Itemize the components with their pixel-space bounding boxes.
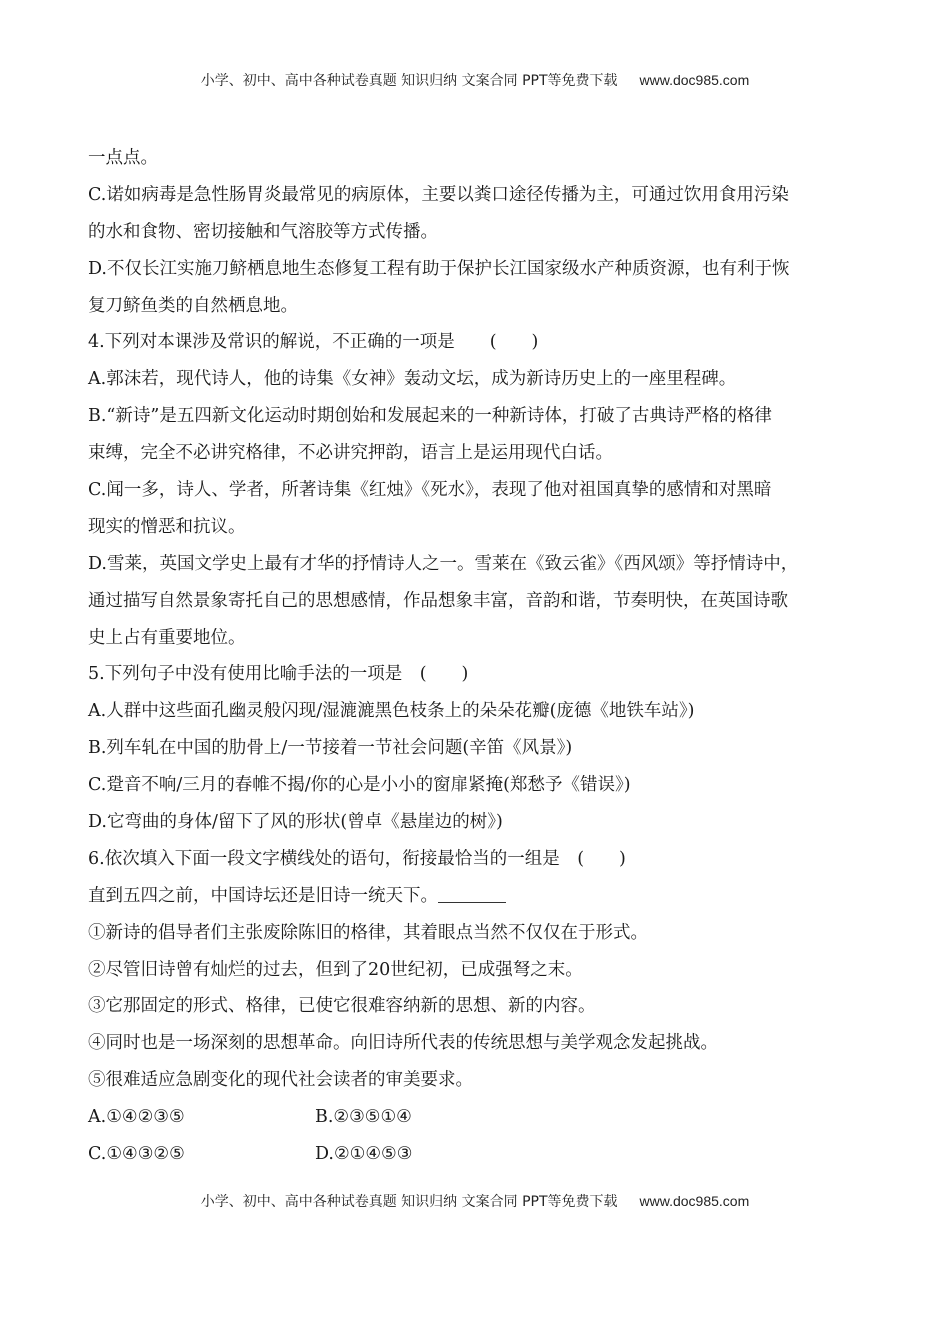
text-line: 通过描写自然景象寄托自己的思想感情，作品想象丰富，音韵和谐，节奏明快，在英国诗歌	[88, 590, 788, 611]
question-6-stem: 6.依次填入下面一段文字横线处的语句，衔接最恰当的一组是 ( )	[88, 848, 626, 869]
option-c: C.①④③②⑤	[88, 1144, 185, 1165]
text-line: B.列车轧在中国的肋骨上/一节接着一节社会问题(辛笛《风景》)	[88, 738, 573, 759]
text-line: 史上占有重要地位。	[88, 627, 246, 648]
text-line: C.闻一多，诗人、学者，所著诗集《红烛》《死水》，表现了他对祖国真挚的感情和对黑暗	[88, 480, 772, 501]
text-line: B.“新诗”是五四新文化运动时期创始和发展起来的一种新诗体，打破了古典诗严格的格律	[88, 406, 772, 427]
footer-url[interactable]: www.doc985.com	[639, 1193, 750, 1209]
options-row	[88, 1136, 878, 1173]
text-line: ①新诗的倡导者们主张废除陈旧的格律，其着眼点当然不仅仅在于形式。	[88, 922, 648, 943]
question-5-stem: 5.下列句子中没有使用比喻手法的一项是 ( )	[88, 664, 469, 685]
fill-in-text: 直到五四之前，中国诗坛还是旧诗一统天下。	[88, 885, 438, 906]
text-line: ③它那固定的形式、格律，已使它很难容纳新的思想、新的内容。	[88, 996, 596, 1017]
text-line: ⑤很难适应急剧变化的现代社会读者的审美要求。	[88, 1070, 473, 1091]
text-line: 束缚，完全不必讲究格律，不必讲究押韵，语言上是运用现代白话。	[88, 443, 613, 464]
question-4-stem: 4.下列对本课涉及常识的解说，不正确的一项是 ( )	[88, 332, 539, 353]
option-b: B.②③⑤①④	[315, 1107, 412, 1128]
footer-text: 小学、初中、高中各种试卷真题 知识归纳 文案合同 PPT等免费下载	[200, 1194, 618, 1210]
fill-in-line	[88, 878, 878, 915]
option-d: D.②①④⑤③	[315, 1144, 413, 1165]
text-line: C.诺如病毒是急性肠胃炎最常见的病原体，主要以粪口途径传播为主，可通过饮用食用污染	[88, 184, 789, 205]
text-line: 的水和食物、密切接触和气溶胶等方式传播。	[88, 221, 438, 242]
option-a: A.①④②③⑤	[88, 1107, 185, 1128]
text-line: D.它弯曲的身体/留下了风的形状(曾卓《悬崖边的树》)	[88, 812, 503, 833]
text-line: D.雪莱，英国文学史上最有才华的抒情诗人之一。雪莱在《致云雀》《西风颂》等抒情诗中，	[88, 553, 799, 574]
text-line: ④同时也是一场深刻的思想革命。向旧诗所代表的传统思想与美学观念发起挑战。	[88, 1033, 718, 1054]
header-text: 小学、初中、高中各种试卷真题 知识归纳 文案合同 PPT等免费下载	[200, 73, 618, 89]
header-url[interactable]: www.doc985.com	[639, 72, 750, 88]
options-row	[88, 1099, 878, 1136]
page-footer	[0, 1191, 950, 1211]
answer-blank	[438, 884, 506, 903]
text-line: A.人群中这些面孔幽灵般闪现/湿漉漉黑色枝条上的朵朵花瓣(庞德《地铁车站》)	[88, 701, 695, 722]
text-line: D.不仅长江实施刀鲚栖息地生态修复工程有助于保护长江国家级水产种质资源，也有利于恢	[88, 258, 790, 279]
text-line: ②尽管旧诗曾有灿烂的过去，但到了20世纪初，已成强弩之末。	[88, 959, 583, 980]
text-line: A.郭沫若，现代诗人，他的诗集《女神》轰动文坛，成为新诗历史上的一座里程碑。	[88, 369, 737, 390]
text-line: C.跫音不响/三月的春帷不揭/你的心是小小的窗扉紧掩(郑愁予《错误》)	[88, 775, 631, 796]
text-line: 复刀鲚鱼类的自然栖息地。	[88, 295, 298, 316]
text-line: 现实的憎恶和抗议。	[88, 516, 246, 537]
text-line: 一点点。	[88, 148, 158, 168]
document-body	[88, 140, 878, 1173]
page-header	[0, 70, 950, 90]
